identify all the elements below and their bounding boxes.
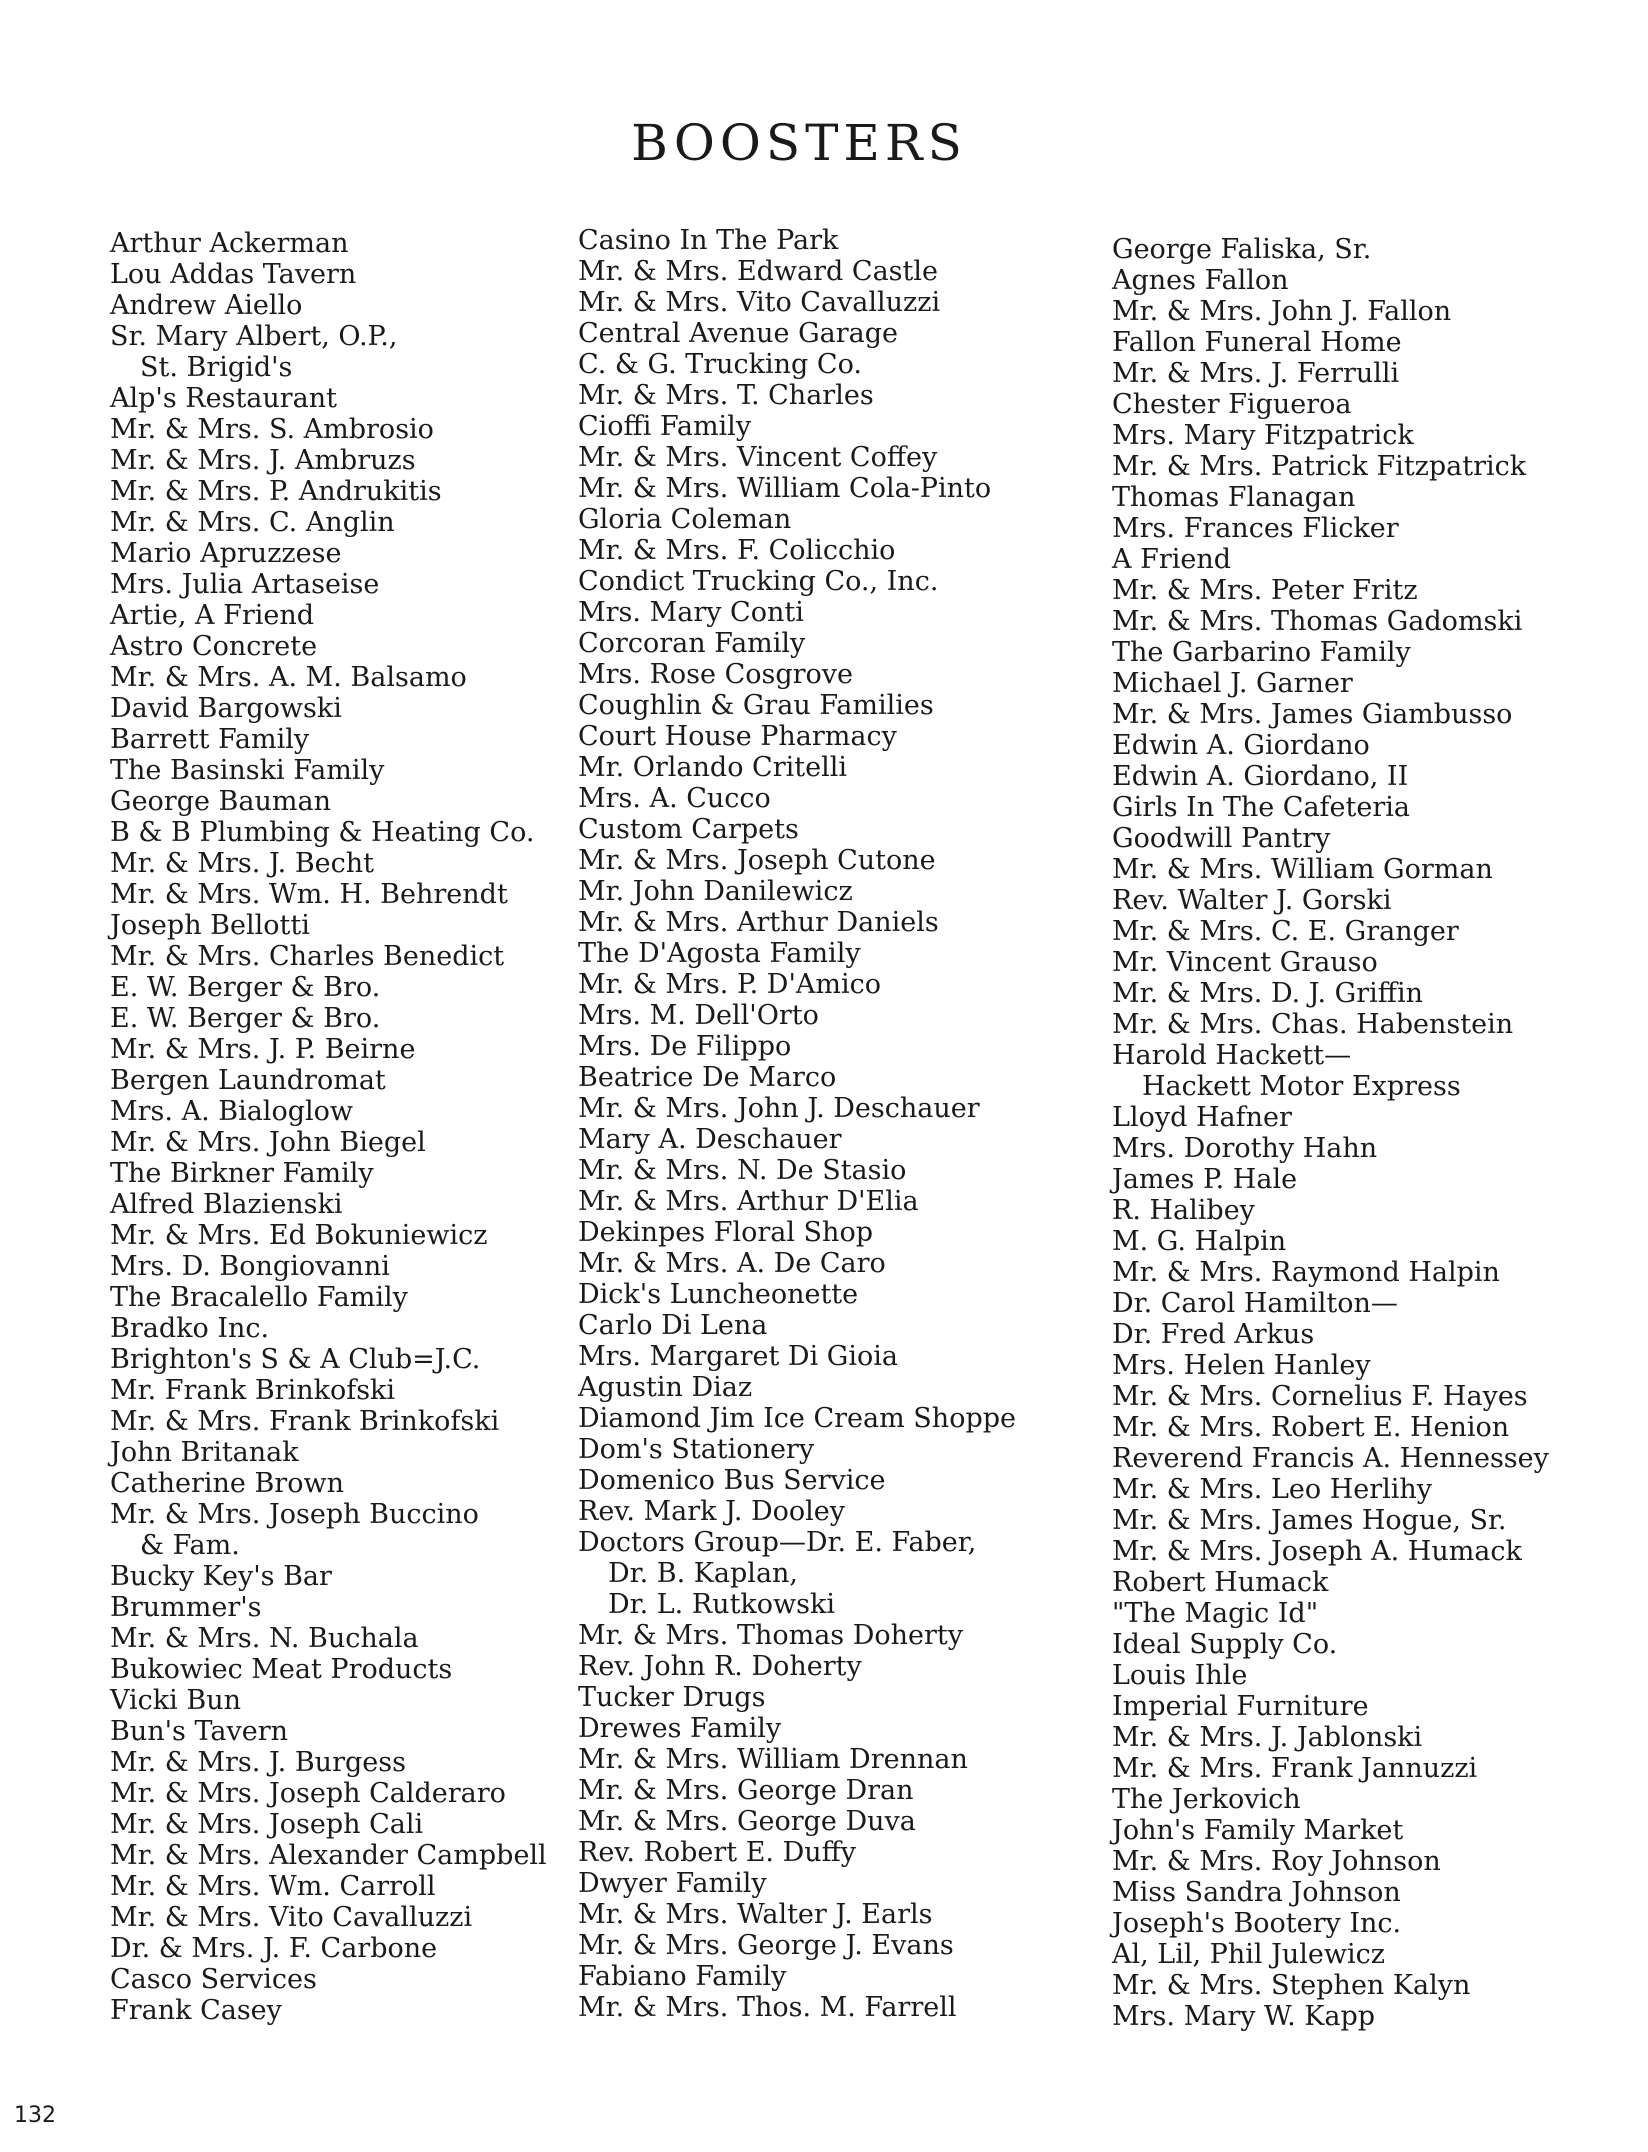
booster-entry: George Faliska, Sr. [1112, 234, 1372, 265]
booster-entry: Dr. Carol Hamilton— [1112, 1288, 1398, 1319]
booster-entry: Bun's Tavern [110, 1716, 289, 1747]
booster-entry: Cioffi Family [578, 411, 752, 442]
booster-entry: Rev. Robert E. Duffy [578, 1837, 857, 1868]
booster-entry: Gloria Coleman [578, 504, 792, 535]
booster-entry: Coughlin & Grau Families [578, 690, 934, 721]
booster-entry: Mr. & Mrs. Peter Fritz [1112, 575, 1418, 606]
booster-entry: John's Family Market [1112, 1815, 1404, 1846]
booster-entry: B & B Plumbing & Heating Co. [110, 817, 535, 848]
booster-entry: Mr. Orlando Critelli [578, 752, 847, 783]
booster-entry: Mr. & Mrs. D. J. Griffin [1112, 978, 1424, 1009]
booster-entry: Rev. Mark J. Dooley [578, 1496, 846, 1527]
booster-entry: Joseph's Bootery Inc. [1112, 1908, 1402, 1939]
booster-entry: Mary A. Deschauer [578, 1124, 842, 1155]
booster-entry: E. W. Berger & Bro. [110, 972, 381, 1003]
boosters-column-1 [110, 228, 547, 2026]
booster-entry: Harold Hackett— [1112, 1040, 1352, 1071]
booster-entry: The Birkner Family [110, 1158, 374, 1189]
booster-entry: Mr. & Mrs. Vito Cavalluzzi [578, 287, 941, 318]
booster-entry: Mr. & Mrs. Patrick Fitzpatrick [1112, 451, 1527, 482]
booster-entry: Mrs. D. Bongiovanni [110, 1251, 390, 1282]
booster-entry: Corcoran Family [578, 628, 806, 659]
booster-entry: Mrs. Dorothy Hahn [1112, 1133, 1378, 1164]
booster-entry: Mr. & Mrs. Thos. M. Farrell [578, 1992, 957, 2023]
booster-entry: Mr. & Mrs. J. Ferrulli [1112, 358, 1400, 389]
booster-entry: Mrs. Frances Flicker [1112, 513, 1399, 544]
booster-entry: Drewes Family [578, 1713, 782, 1744]
booster-entry-continuation: Hackett Motor Express [1142, 1071, 1461, 1102]
booster-entry: Edwin A. Giordano, II [1112, 761, 1409, 792]
booster-entry: Catherine Brown [110, 1468, 344, 1499]
booster-entry: Mr. & Mrs. Frank Brinkofski [110, 1406, 500, 1437]
booster-entry: Brummer's [110, 1592, 262, 1623]
booster-entry: Mr. & Mrs. P. Andrukitis [110, 476, 442, 507]
booster-entry: Mrs. Mary Conti [578, 597, 804, 628]
booster-entry: Custom Carpets [578, 814, 799, 845]
booster-entry: Louis Ihle [1112, 1660, 1248, 1691]
booster-entry: Condict Trucking Co., Inc. [578, 566, 939, 597]
booster-entry: Mr. & Mrs. Thomas Doherty [578, 1620, 964, 1651]
booster-entry: Mrs. Margaret Di Gioia [578, 1341, 898, 1372]
booster-entry: Mr. & Mrs. F. Colicchio [578, 535, 896, 566]
booster-entry: Mr. & Mrs. A. De Caro [578, 1248, 886, 1279]
booster-entry: Mr. & Mrs. John Biegel [110, 1127, 426, 1158]
booster-entry: Mr. & Mrs. N. Buchala [110, 1623, 419, 1654]
booster-entry-continuation: St. Brigid's [140, 352, 293, 383]
booster-entry: Miss Sandra Johnson [1112, 1877, 1401, 1908]
booster-entry: Al, Lil, Phil Julewicz [1112, 1939, 1385, 1970]
booster-entry: Mr. & Mrs. Walter J. Earls [578, 1899, 933, 1930]
booster-entry: Mrs. A. Cucco [578, 783, 771, 814]
booster-entry: Mr. & Mrs. William Gorman [1112, 854, 1493, 885]
booster-entry: Mr. & Mrs. Chas. Habenstein [1112, 1009, 1514, 1040]
booster-entry: George Bauman [110, 786, 331, 817]
booster-entry: Mrs. De Filippo [578, 1031, 792, 1062]
booster-entry: Bradko Inc. [110, 1313, 270, 1344]
booster-entry: Mr. & Mrs. T. Charles [578, 380, 874, 411]
booster-entry: Sr. Mary Albert, O.P., [110, 321, 398, 352]
booster-entry: Mr. & Mrs. Vito Cavalluzzi [110, 1902, 473, 1933]
booster-entry: Lou Addas Tavern [110, 259, 357, 290]
booster-entry: Fallon Funeral Home [1112, 327, 1402, 358]
booster-entry: Joseph Bellotti [110, 910, 310, 941]
booster-entry: Mrs. Mary W. Kapp [1112, 2001, 1376, 2032]
booster-entry: Bergen Laundromat [110, 1065, 386, 1096]
booster-entry: Casino In The Park [578, 225, 839, 256]
booster-entry: Mr. & Mrs. George Dran [578, 1775, 914, 1806]
booster-entry: R. Halibey [1112, 1195, 1255, 1226]
booster-entry: Mr. & Mrs. J. P. Beirne [110, 1034, 416, 1065]
booster-entry: Astro Concrete [110, 631, 318, 662]
booster-entry: Mr. & Mrs. Arthur Daniels [578, 907, 939, 938]
booster-entry: Mrs. Rose Cosgrove [578, 659, 854, 690]
booster-entry: Fabiano Family [578, 1961, 787, 1992]
booster-entry-continuation: Dr. B. Kaplan, [608, 1558, 799, 1589]
booster-entry: Ideal Supply Co. [1112, 1629, 1338, 1660]
boosters-column-3 [1112, 234, 1549, 2032]
booster-entry: Mr. & Mrs. Vincent Coffey [578, 442, 938, 473]
booster-entry: Mr. & Mrs. John J. Deschauer [578, 1093, 980, 1124]
boosters-column-2 [578, 225, 1016, 2023]
booster-entry: Arthur Ackerman [110, 228, 349, 259]
booster-entry: Mr. & Mrs. James Hogue, Sr. [1112, 1505, 1507, 1536]
page-number: 132 [14, 2103, 56, 2128]
booster-entry: Mr. & Mrs. Frank Jannuzzi [1112, 1753, 1478, 1784]
booster-entry: Mr. & Mrs. George J. Evans [578, 1930, 954, 1961]
booster-entry: Mr. & Mrs. Wm. Carroll [110, 1871, 436, 1902]
booster-entry: Dr. & Mrs. J. F. Carbone [110, 1933, 438, 1964]
booster-entry: John Britanak [110, 1437, 299, 1468]
booster-entry: Dr. Fred Arkus [1112, 1319, 1315, 1350]
booster-entry: Bukowiec Meat Products [110, 1654, 453, 1685]
booster-entry: The Basinski Family [110, 755, 385, 786]
booster-entry: Brighton's S & A Club=J.C. [110, 1344, 481, 1375]
booster-entry: Vicki Bun [110, 1685, 241, 1716]
page-title: BOOSTERS [631, 114, 967, 172]
booster-entry: Mr. & Mrs. John J. Fallon [1112, 296, 1452, 327]
booster-entry: Mr. & Mrs. Joseph Cutone [578, 845, 936, 876]
booster-entry: The D'Agosta Family [578, 938, 861, 969]
booster-entry: The Garbarino Family [1112, 637, 1411, 668]
booster-entry: Mrs. Helen Hanley [1112, 1350, 1371, 1381]
booster-entry: Tucker Drugs [578, 1682, 766, 1713]
booster-entry: Imperial Furniture [1112, 1691, 1369, 1722]
booster-entry: Mr. & Mrs. Joseph A. Humack [1112, 1536, 1522, 1567]
booster-entry: Edwin A. Giordano [1112, 730, 1370, 761]
booster-entry: Mr. & Mrs. Ed Bokuniewicz [110, 1220, 488, 1251]
booster-entry: Artie, A Friend [110, 600, 315, 631]
booster-entry: Alp's Restaurant [110, 383, 338, 414]
booster-entry: Mr. & Mrs. Raymond Halpin [1112, 1257, 1500, 1288]
booster-entry: Mr. & Mrs. Joseph Buccino [110, 1499, 479, 1530]
booster-entry: Dick's Luncheonette [578, 1279, 859, 1310]
booster-entry: Barrett Family [110, 724, 310, 755]
booster-entry: Mr. & Mrs. Wm. H. Behrendt [110, 879, 508, 910]
booster-entry: Casco Services [110, 1964, 317, 1995]
booster-entry: Michael J. Garner [1112, 668, 1353, 699]
booster-entry: Mr. & Mrs. J. Burgess [110, 1747, 406, 1778]
booster-entry: Rev. John R. Doherty [578, 1651, 862, 1682]
booster-entry: A Friend [1112, 544, 1232, 575]
booster-entry: Mr. & Mrs. N. De Stasio [578, 1155, 907, 1186]
booster-entry: Rev. Walter J. Gorski [1112, 885, 1392, 916]
booster-entry: Mr. & Mrs. Cornelius F. Hayes [1112, 1381, 1528, 1412]
booster-entry: Mr. Frank Brinkofski [110, 1375, 396, 1406]
booster-entry: Mr. & Mrs. P. D'Amico [578, 969, 881, 1000]
booster-entry: Mr. & Mrs. Thomas Gadomski [1112, 606, 1523, 637]
booster-entry: Mr. & Mrs. William Cola-Pinto [578, 473, 992, 504]
booster-entry: Chester Figueroa [1112, 389, 1352, 420]
booster-entry: Central Avenue Garage [578, 318, 899, 349]
booster-entry: Mrs. M. Dell'Orto [578, 1000, 819, 1031]
booster-entry: Andrew Aiello [110, 290, 303, 321]
booster-entry: Agustin Diaz [578, 1372, 753, 1403]
booster-entry: Mr. John Danilewicz [578, 876, 853, 907]
booster-entry: Agnes Fallon [1112, 265, 1289, 296]
booster-entry: Mr. & Mrs. C. E. Granger [1112, 916, 1459, 947]
booster-entry: Mr. & Mrs. J. Jablonski [1112, 1722, 1423, 1753]
booster-entry: Robert Humack [1112, 1567, 1329, 1598]
booster-entry: Lloyd Hafner [1112, 1102, 1292, 1133]
booster-entry: Mr. Vincent Grauso [1112, 947, 1378, 978]
booster-entry: The Bracalello Family [110, 1282, 408, 1313]
booster-entry: M. G. Halpin [1112, 1226, 1287, 1257]
booster-entry: Carlo Di Lena [578, 1310, 768, 1341]
booster-entry: The Jerkovich [1112, 1784, 1301, 1815]
booster-entry: James P. Hale [1112, 1164, 1298, 1195]
booster-entry: Mr. & Mrs. Stephen Kalyn [1112, 1970, 1471, 2001]
booster-entry: Mr. & Mrs. Joseph Cali [110, 1809, 424, 1840]
booster-entry: Reverend Francis A. Hennessey [1112, 1443, 1549, 1474]
booster-entry: C. & G. Trucking Co. [578, 349, 862, 380]
booster-entry: Dekinpes Floral Shop [578, 1217, 873, 1248]
booster-entry: Mr. & Mrs. J. Ambruzs [110, 445, 416, 476]
booster-entry: Mr. & Mrs. William Drennan [578, 1744, 968, 1775]
booster-entry: Bucky Key's Bar [110, 1561, 332, 1592]
booster-entry: Mr. & Mrs. Alexander Campbell [110, 1840, 547, 1871]
booster-entry: Mr. & Mrs. Arthur D'Elia [578, 1186, 919, 1217]
booster-entry: Mr. & Mrs. A. M. Balsamo [110, 662, 467, 693]
booster-entry: Domenico Bus Service [578, 1465, 886, 1496]
booster-entry-continuation: Dr. L. Rutkowski [608, 1589, 835, 1620]
booster-entry: Thomas Flanagan [1112, 482, 1356, 513]
booster-entry: Mrs. A. Bialoglow [110, 1096, 353, 1127]
booster-entry: Beatrice De Marco [578, 1062, 837, 1093]
booster-entry: Mr. & Mrs. Roy Johnson [1112, 1846, 1441, 1877]
booster-entry: David Bargowski [110, 693, 342, 724]
booster-entry: Mrs. Julia Artaseise [110, 569, 380, 600]
booster-entry: Dom's Stationery [578, 1434, 815, 1465]
booster-entry: Mr. & Mrs. Charles Benedict [110, 941, 505, 972]
booster-entry: E. W. Berger & Bro. [110, 1003, 381, 1034]
booster-entry: Mr. & Mrs. George Duva [578, 1806, 916, 1837]
booster-entry: Mr. & Mrs. Joseph Calderaro [110, 1778, 506, 1809]
booster-entry: Mario Apruzzese [110, 538, 342, 569]
booster-entry: Doctors Group—Dr. E. Faber, [578, 1527, 977, 1558]
booster-entry: Girls In The Cafeteria [1112, 792, 1410, 823]
booster-entry: Frank Casey [110, 1995, 282, 2026]
booster-entry: Mr. & Mrs. Leo Herlihy [1112, 1474, 1433, 1505]
booster-entry: "The Magic Id" [1112, 1598, 1319, 1629]
booster-entry: Mrs. Mary Fitzpatrick [1112, 420, 1414, 451]
booster-entry: Mr. & Mrs. C. Anglin [110, 507, 395, 538]
booster-entry: Dwyer Family [578, 1868, 767, 1899]
booster-entry: Mr. & Mrs. Edward Castle [578, 256, 938, 287]
booster-entry: Diamond Jim Ice Cream Shoppe [578, 1403, 1016, 1434]
booster-entry: Goodwill Pantry [1112, 823, 1331, 854]
booster-entry: Alfred Blazienski [110, 1189, 343, 1220]
booster-entry: Mr. & Mrs. S. Ambrosio [110, 414, 434, 445]
booster-entry: Mr. & Mrs. J. Becht [110, 848, 375, 879]
booster-entry: Mr. & Mrs. James Giambusso [1112, 699, 1513, 730]
booster-entry-continuation: & Fam. [140, 1530, 240, 1561]
booster-entry: Mr. & Mrs. Robert E. Henion [1112, 1412, 1510, 1443]
booster-entry: Court House Pharmacy [578, 721, 897, 752]
